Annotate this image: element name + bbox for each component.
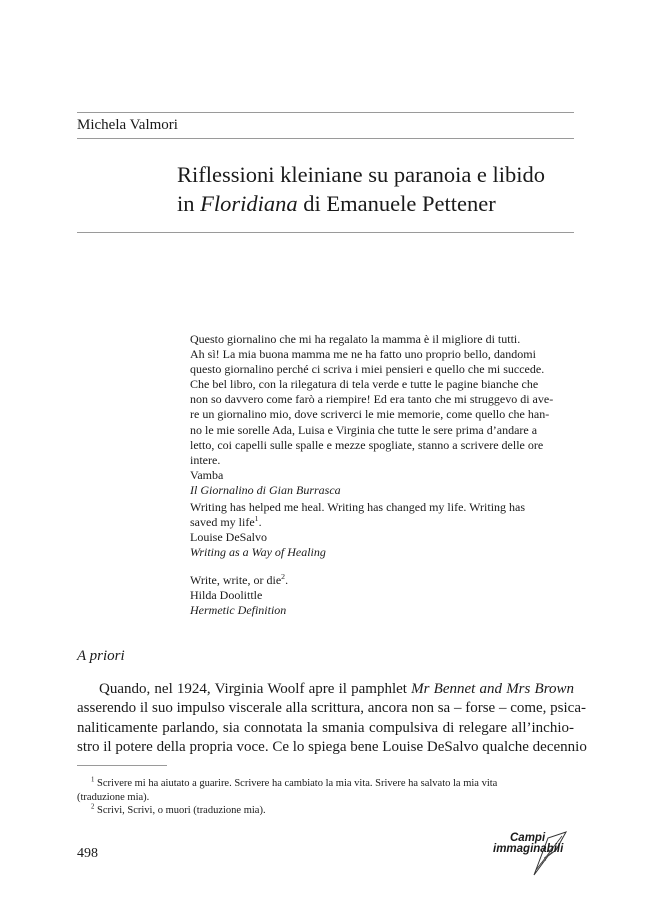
footnote-text: Scrivi, Scrivi, o muori (traduzione mia). [94, 805, 266, 816]
footnote-separator [77, 765, 167, 766]
epigraph-source: Writing as a Way of Healing [190, 545, 326, 560]
epigraph-gian-burrasca [190, 332, 574, 498]
epigraph-author: Vamba [190, 467, 224, 482]
epigraph-punct: . [285, 573, 289, 587]
author-name: Michela Valmori [77, 117, 178, 133]
title-line-1: Riflessioni kleiniane su paranoia e libido [177, 162, 546, 187]
epigraph-doolittle [190, 573, 574, 618]
epigraph-line [190, 515, 574, 530]
epigraph-line: letto, coi capelli sulle spalle e mezze spogliate, stanno a scrivere delle ore [190, 437, 544, 452]
logo-word-campi: Campi [510, 832, 546, 844]
epigraph-line [190, 573, 574, 588]
footnote-number: 2 [91, 803, 95, 811]
header-top-rule [77, 112, 574, 113]
title-line-2 [177, 189, 545, 218]
epigraph-text: Write, write, or die [190, 573, 282, 587]
header-bottom-rule [77, 138, 574, 139]
epigraph-line: intere. [190, 452, 221, 467]
logo-word-immaginabili: immaginabili [493, 843, 564, 855]
epigraph-source: Hermetic Definition [190, 603, 287, 618]
title-suffix: di Emanuele Pettener [297, 191, 496, 216]
epigraph-line: Writing has helped me heal. Writing has changed my life. Writing has [190, 500, 526, 514]
epigraph-line: questo giornalino perché ci scriva i miei pensieri e quello che mi succede. [190, 362, 545, 377]
epigraph-line: Che bel libro, con la rilegatura di tela verde e tutte le pagine bianche che [190, 377, 539, 392]
epigraph-line: non so davvero come farò a riempire! Ed era tanto che mi struggevo di ave- [190, 392, 554, 407]
publisher-logo [490, 830, 576, 878]
epigraph-source: Il Giornalino di Gian Burrasca [190, 482, 341, 497]
title-prefix: in [177, 191, 201, 216]
footnote-ref-2[interactable]: 2 [281, 572, 286, 581]
article-title [177, 160, 545, 218]
body-text: Quando, nel 1924, Virginia Woolf apre il pamphlet [99, 681, 412, 697]
epigraph-punct: . [258, 515, 262, 530]
footnote-line [77, 777, 574, 791]
epigraph-author: Hilda Doolittle [190, 588, 263, 603]
footnote-text: Scrivere mi ha aiutato a guarire. Scrivere ha cambiato la mia vita. Srivere ha salvato la mia vita [94, 778, 498, 789]
footnote-ref-1[interactable]: 1 [254, 514, 259, 524]
title-rule [77, 232, 574, 233]
footnote-2 [77, 804, 574, 818]
body-paragraph [77, 680, 587, 758]
footnote-line [77, 804, 574, 818]
title-italic-work: Floridiana [200, 191, 298, 216]
body-line [77, 680, 574, 699]
epigraph-line: Questo giornalino che mi ha regalato la mamma è il migliore di tutti. [190, 332, 521, 346]
epigraph-line: no le mie sorelle Ada, Luisa e Virginia che tutte le sere prima d’andare a [190, 422, 538, 437]
footnote-line: (traduzione mia). [77, 791, 150, 803]
epigraph-author: Louise DeSalvo [190, 530, 267, 545]
epigraph-line: Ah sì! La mia buona mamma me ne ha fatto uno proprio bello, dandomi [190, 347, 536, 362]
footnote-number: 1 [91, 776, 95, 784]
page-number: 498 [77, 846, 98, 861]
body-line: naliticamente parlando, sia connotata la smania compulsiva di relegare all’inchio- [77, 719, 574, 736]
body-line: stro il potere della propria voce. Ce lo spiega bene Louise DeSalvo qualche decennio [77, 739, 587, 756]
epigraph-text: saved my life [190, 515, 255, 530]
section-heading: A priori [77, 648, 125, 664]
body-italic-work: Mr Bennet and Mrs Brown [411, 681, 574, 697]
body-line: asserendo il suo impulso viscerale alla scrittura, ancora non sa – forse – come, psica- [77, 700, 586, 717]
epigraph-line: re un giornalino mio, dove scriverci le mie memorie, come quello che han- [190, 407, 550, 422]
footnote-1 [77, 777, 574, 804]
epigraph-desalvo [190, 500, 574, 560]
